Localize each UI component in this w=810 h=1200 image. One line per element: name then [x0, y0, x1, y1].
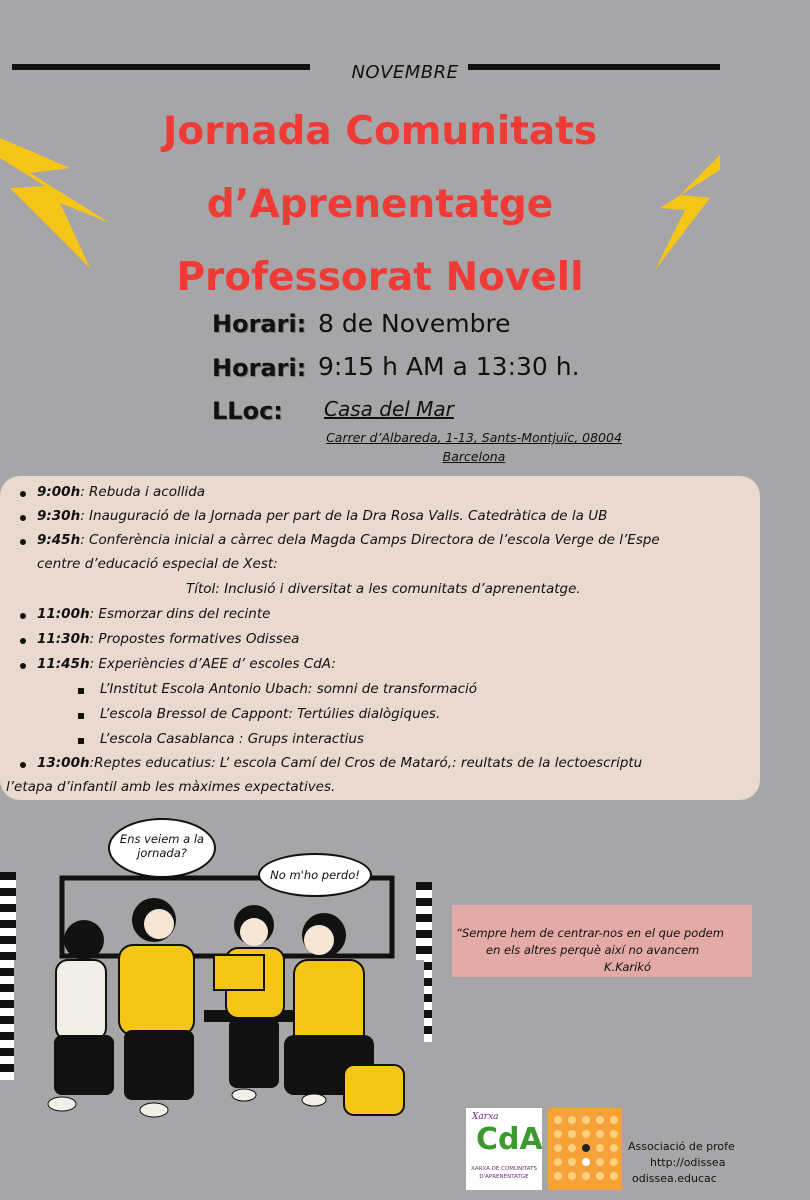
schedule-text: : Experiències d’AEE d’ escoles CdA:: [89, 656, 336, 672]
quote-line-1: “Sempre hem de centrar-nos en el que podem: [456, 926, 724, 940]
speech-bubble-1: [108, 818, 216, 878]
schedule-time: 13:00h: [37, 755, 90, 771]
cda-logo-bottom-2: D'APRENENTATGE: [479, 1174, 529, 1180]
schedule-text: : Rebuda i acollida: [80, 484, 206, 500]
time-label: Horari:: [212, 354, 307, 382]
speech-bubble-2: No m'ho perdo!: [258, 853, 372, 897]
date-label: Horari:: [212, 310, 307, 338]
date-value: 8 de Novembre: [318, 309, 511, 338]
schedule-time: 9:45h: [37, 532, 81, 548]
schedule-item-1: [37, 484, 205, 500]
bullet: [20, 515, 26, 521]
bullet: [20, 491, 26, 497]
schedule-text: :Reptes educatius: L’ escola Camí del Cros de Mataró,: reultats de la lectoescriptu: [89, 755, 643, 771]
schedule-time: 9:30h: [37, 508, 81, 524]
schedule-item-4: [37, 606, 270, 622]
event-title-line-1: Jornada Comunitats: [162, 109, 598, 154]
month-label: NOVEMBRE: [351, 62, 459, 83]
schedule-text: : Inauguració de la Jornada per part de la Dra Rosa Valls. Catedràtica de la UB: [80, 508, 608, 524]
sub-bullet: [78, 738, 84, 744]
schedule-time: 11:00h: [37, 606, 90, 622]
bullet: [20, 539, 26, 545]
event-title-line-2: d’Aprenentatge: [206, 182, 554, 227]
bullet: [20, 663, 26, 669]
org-url-2[interactable]: odissea.educac: [632, 1172, 717, 1185]
time-value: 9:15 h AM a 13:30 h.: [318, 352, 580, 381]
schedule-item-3: [37, 532, 660, 548]
bullet: [20, 762, 26, 768]
place-label: LLoc:: [212, 397, 283, 425]
address-line-1[interactable]: Carrer d’Albareda, 1-13, Sants-Montjuïc, 08004: [326, 430, 622, 445]
bullet: [20, 638, 26, 644]
bullet: [20, 613, 26, 619]
school-experience-3: L’escola Casablanca : Grups interactius: [100, 731, 364, 747]
schedule-item-5: [37, 631, 299, 647]
students-illustration: [14, 860, 424, 1150]
place-value[interactable]: Casa del Mar: [324, 397, 454, 421]
schedule-text: : Esmorzar dins del recinte: [89, 606, 271, 622]
quote-line-2: en els altres perquè així no avancem: [486, 943, 700, 957]
speech-bubble-1-line-1: Ens veiem a la: [119, 832, 205, 846]
schedule-text: : Propostes formatives Odissea: [89, 631, 300, 647]
schedule-time: 11:30h: [37, 631, 90, 647]
schedule-item-6: [37, 656, 336, 672]
sub-bullet: [78, 688, 84, 694]
schedule-talk-title: Títol: Inclusió i diversitat a les comunitats d’aprenentatge.: [186, 581, 581, 597]
cda-logo-letters: CdA: [476, 1122, 543, 1157]
quote-box: [452, 905, 752, 977]
schedule-item-2: [37, 508, 607, 524]
org-name: Associació de profe: [628, 1140, 735, 1153]
org-url-1[interactable]: http://odissea: [650, 1156, 726, 1169]
schedule-continuation: l’etapa d’infantil amb les màximes expectatives.: [6, 779, 336, 795]
odissea-logo: [548, 1108, 622, 1190]
cda-logo-top: Xarxa: [472, 1112, 499, 1122]
event-title-line-3: Professorat Novell: [176, 255, 584, 300]
cda-logo: [466, 1108, 542, 1190]
cda-logo-bottom-1: XARXA DE COMUNITATS: [471, 1166, 537, 1172]
address-line-2[interactable]: Barcelona: [442, 449, 506, 464]
speech-bubble-1-line-2: jornada?: [137, 846, 187, 860]
quote-author: K.Karikó: [604, 960, 651, 974]
schedule-text: : Conferència inicial a càrrec dela Magda Camps Directora de l’escola Verge de l’Espe: [80, 532, 660, 548]
schedule-continuation: centre d’educació especial de Xest:: [37, 556, 278, 572]
schedule-time: 11:45h: [37, 656, 90, 672]
school-experience-1: L’Institut Escola Antonio Ubach: somni de transformació: [100, 681, 478, 697]
schedule-time: 9:00h: [37, 484, 81, 500]
school-experience-2: L’escola Bressol de Cappont: Tertúlies dialògiques.: [100, 706, 441, 722]
schedule-item-7: [37, 755, 642, 771]
sub-bullet: [78, 713, 84, 719]
